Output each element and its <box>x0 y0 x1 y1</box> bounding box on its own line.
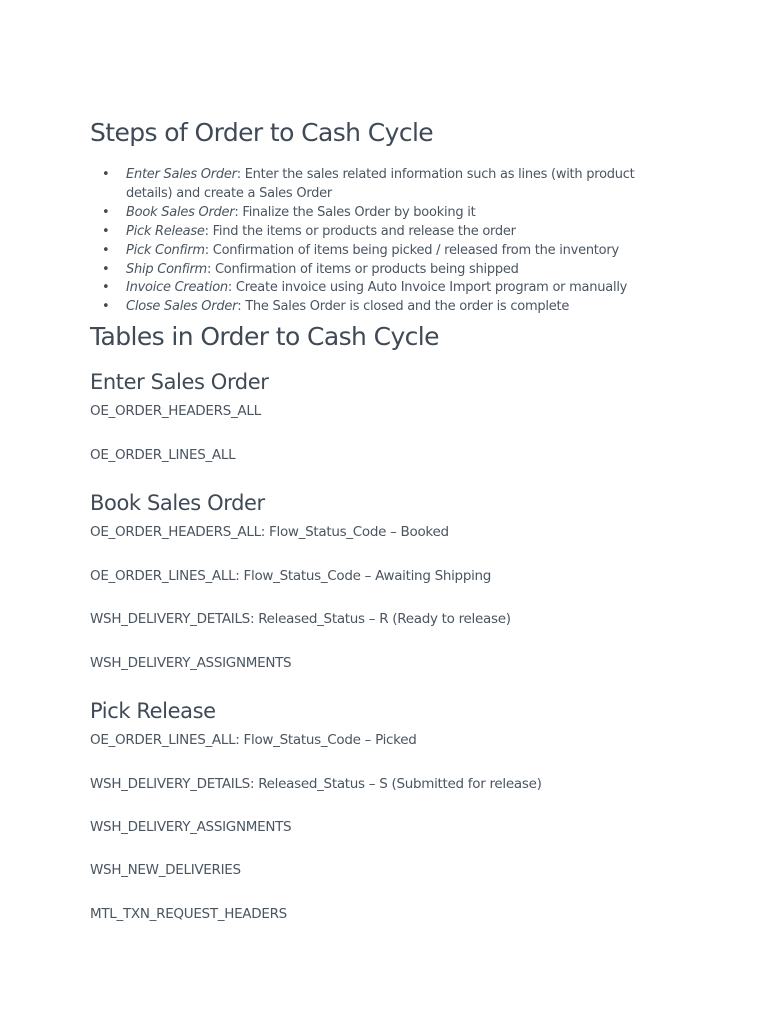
step-text: : Finalize the Sales Order by booking it <box>234 204 476 220</box>
step-text: : Enter the sales related information such as lines (with product details) and create a Sales Order <box>126 167 635 201</box>
list-item <box>90 204 650 223</box>
table-line: WSH_DELIVERY_DETAILS: Released_Status – R (Ready to release) <box>90 611 511 627</box>
step-name: Invoice Creation <box>126 280 228 296</box>
table-line: WSH_NEW_DELIVERIES <box>90 862 241 878</box>
table-line: WSH_DELIVERY_DETAILS: Released_Status – S (Submitted for release) <box>90 776 542 792</box>
list-item <box>90 242 650 261</box>
step-name: Close Sales Order <box>126 299 238 315</box>
table-line: OE_ORDER_HEADERS_ALL <box>90 403 261 419</box>
step-name: Enter Sales Order <box>126 167 237 182</box>
step-name: Ship Confirm <box>126 261 207 277</box>
list-item <box>90 223 650 242</box>
section-heading-enter-sales-order: Enter Sales Order <box>90 370 269 394</box>
bullet-icon: • <box>102 261 110 277</box>
bullet-icon: • <box>102 299 110 315</box>
tables-title: Tables in Order to Cash Cycle <box>90 322 439 351</box>
table-line: WSH_DELIVERY_ASSIGNMENTS <box>90 655 292 671</box>
steps-title: Steps of Order to Cash Cycle <box>90 118 434 147</box>
table-line: OE_ORDER_HEADERS_ALL: Flow_Status_Code – Booked <box>90 524 449 540</box>
step-name: Pick Release <box>126 223 205 239</box>
step-text: : The Sales Order is closed and the order is complete <box>237 299 570 315</box>
step-text: : Find the items or products and release the order <box>204 223 516 239</box>
section-heading-pick-release: Pick Release <box>90 699 216 723</box>
bullet-icon: • <box>102 223 110 239</box>
list-item <box>90 166 650 204</box>
table-line: OE_ORDER_LINES_ALL <box>90 447 236 463</box>
bullet-icon: • <box>102 280 110 296</box>
table-line: WSH_DELIVERY_ASSIGNMENTS <box>90 819 292 835</box>
step-text: : Confirmation of items being picked / released from the inventory <box>204 242 619 258</box>
bullet-icon: • <box>102 242 110 258</box>
bullet-icon: • <box>102 204 110 220</box>
section-heading-book-sales-order: Book Sales Order <box>90 491 265 515</box>
table-line: OE_ORDER_LINES_ALL: Flow_Status_Code – Awaiting Shipping <box>90 568 492 584</box>
steps-list <box>90 166 650 317</box>
table-line: OE_ORDER_LINES_ALL: Flow_Status_Code – Picked <box>90 732 417 748</box>
list-item <box>90 261 650 280</box>
list-item <box>90 298 650 317</box>
step-name: Pick Confirm <box>126 242 205 258</box>
list-item <box>90 279 650 298</box>
step-text: : Create invoice using Auto Invoice Import program or manually <box>227 280 628 296</box>
step-text: : Confirmation of items or products being shipped <box>206 261 519 277</box>
step-name: Book Sales Order <box>126 204 235 220</box>
table-line: MTL_TXN_REQUEST_HEADERS <box>90 906 287 922</box>
bullet-icon: • <box>102 167 110 182</box>
